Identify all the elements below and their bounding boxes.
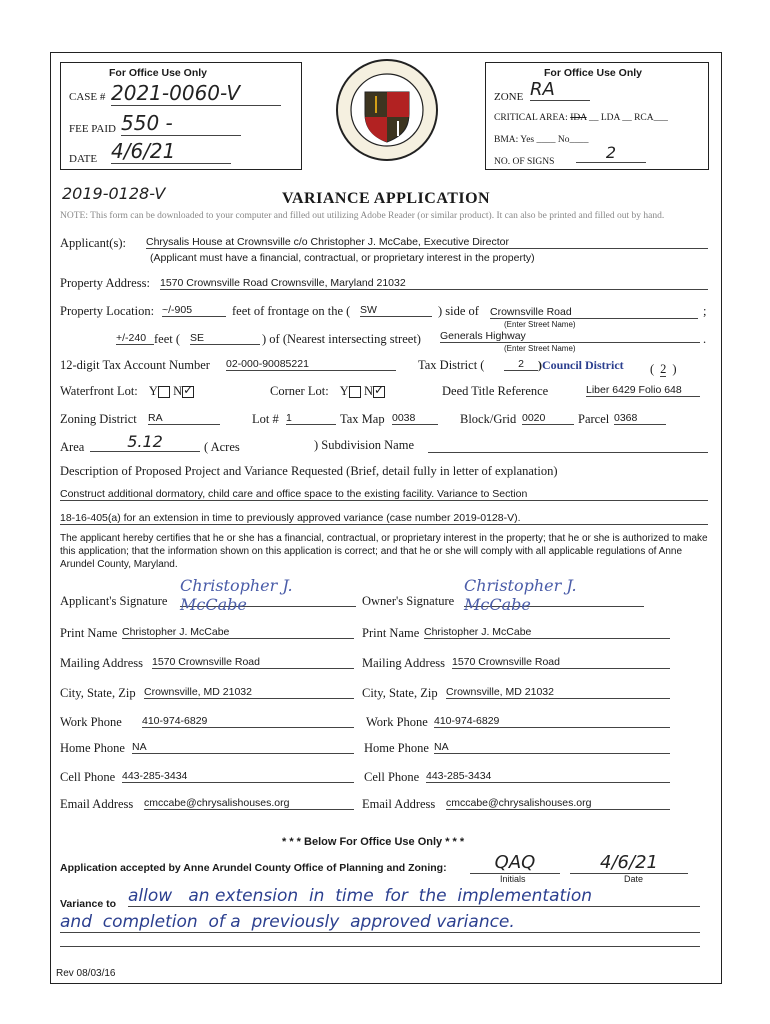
critical-opt-ida: IDA [570, 113, 587, 123]
owner-work-label: Work Phone [366, 715, 428, 729]
variance-to-line-1[interactable]: allow an extension in time for the implementation [128, 886, 700, 907]
fee-value: 550 - [121, 111, 241, 136]
tax-map-value[interactable]: 0038 [392, 412, 438, 425]
zoning-district-label: Zoning District [60, 412, 137, 426]
owner-print-label: Print Name [362, 626, 420, 640]
tax-account-label: 12-digit Tax Account Number [60, 358, 210, 372]
intersection-direction[interactable]: SE [190, 332, 260, 345]
applicant-work-value[interactable]: 410-974-6829 [142, 715, 354, 728]
variance-to-label: Variance to [60, 898, 117, 910]
waterfront-y-label: Y [148, 384, 158, 398]
certification-text: The applicant hereby certifies that he or she has a financial, contractual, or proprietary interest in the property; that he or she is authorized to make this application; that the information shown on this application is correct; and that he or she will comply with all applicable regulations of Anne Arundel County, Maryland. [60, 533, 708, 570]
date-label-bottom: Date [624, 874, 644, 884]
parcel-label: Parcel [578, 412, 610, 426]
accepted-label: Application accepted by Anne Arundel County Office of Planning and Zoning: [60, 862, 447, 874]
office-box-right [485, 62, 709, 170]
revision-label: Rev 08/03/16 [56, 968, 116, 979]
side-of-text: ) side of [438, 304, 479, 318]
corner-label: Corner Lot: [270, 384, 329, 398]
office-title-right: For Office Use Only [544, 67, 643, 79]
frontage-text: feet of frontage on the ( [232, 304, 351, 318]
owner-city-value[interactable]: Crownsville, MD 21032 [446, 686, 670, 699]
applicant-work-label: Work Phone [60, 715, 122, 729]
feet-text: feet ( [154, 332, 181, 346]
area-value[interactable]: 5.12 [90, 432, 200, 452]
variance-to-line-3[interactable] [60, 944, 700, 947]
owner-cell-label: Cell Phone [364, 770, 420, 784]
subdivision-value[interactable] [428, 438, 708, 453]
corner-y-label: Y [339, 384, 349, 398]
office-box-left [60, 62, 302, 170]
waterfront-label: Waterfront Lot: [60, 384, 138, 398]
owner-cell-value[interactable]: 443-285-3434 [426, 770, 670, 783]
waterfront-yes-checkbox[interactable] [158, 386, 170, 398]
tax-district-value[interactable]: 2 [504, 358, 538, 371]
fee-label: FEE PAID [69, 123, 116, 135]
owner-signature[interactable]: Christopher J. McCabe [464, 576, 644, 607]
tax-map-label: Tax Map [340, 412, 385, 426]
applicant-city-label: City, State, Zip [60, 686, 136, 700]
owner-home-label: Home Phone [364, 741, 429, 755]
variance-to-line-2[interactable]: and completion of a previously approved variance. [60, 912, 700, 933]
zone-label: ZONE [494, 91, 524, 103]
applicant-mail-value[interactable]: 1570 Crownsville Road [152, 656, 354, 669]
block-value[interactable]: 0020 [522, 412, 574, 425]
applicant-label: Applicant(s): [60, 236, 126, 250]
case-label: CASE # [69, 91, 106, 103]
applicant-sub: (Applicant must have a financial, contractual, or proprietary interest in the property) [150, 252, 535, 264]
lot-label: Lot # [252, 412, 279, 426]
initials-label: Initials [500, 874, 526, 884]
zoning-district-value[interactable]: RA [148, 412, 220, 425]
critical-area: CRITICAL AREA: IDA __ LDA __ RCA___ [494, 113, 668, 123]
area-label: Area [60, 440, 85, 454]
tax-account-value[interactable]: 02-000-90085221 [226, 358, 396, 371]
street-name-2[interactable]: Generals Highway [440, 330, 700, 343]
date-label: DATE [69, 153, 98, 165]
applicant-value[interactable]: Chrysalis House at Crownsville c/o Christopher J. McCabe, Executive Director [146, 236, 708, 249]
critical-opt-lda: LDA [600, 113, 620, 123]
subdivision-label: ) Subdivision Name [314, 438, 414, 452]
period: . [703, 332, 707, 346]
critical-opt-rca: RCA [634, 113, 654, 123]
bma-label: BMA: Yes [494, 135, 535, 145]
owner-sig-label: Owner's Signature [362, 594, 455, 608]
street-hint-2: (Enter Street Name) [504, 344, 576, 353]
case-number: 2021-0060-V [111, 81, 281, 106]
corner-yes-checkbox[interactable] [349, 386, 361, 398]
date-value: 4/6/21 [111, 139, 231, 164]
signs-value: 2 [576, 143, 646, 163]
below-office-heading: * * * Below For Office Use Only * * * [282, 836, 465, 848]
applicant-email-value[interactable]: cmccabe@chrysalishouses.org [144, 797, 354, 810]
frontage-feet[interactable]: ~/-905 [162, 304, 226, 317]
description-line-2[interactable]: 18-16-405(a) for an extension in time to previously approved variance (case number 2019-0128-V). [60, 512, 708, 525]
street-name-1[interactable]: Crownsville Road [490, 306, 698, 319]
corner-no-checkbox[interactable] [373, 386, 385, 398]
zone-value: RA [530, 79, 590, 101]
signs-label: NO. OF SIGNS [494, 157, 555, 167]
property-address-label: Property Address: [60, 276, 150, 290]
lot-value[interactable]: 1 [286, 412, 336, 425]
waterfront-row [60, 384, 194, 399]
owner-mail-label: Mailing Address [362, 656, 445, 670]
applicant-signature[interactable]: Christopher J. McCabe [180, 576, 356, 607]
waterfront-no-checkbox[interactable] [182, 386, 194, 398]
frontage-direction[interactable]: SW [360, 304, 432, 317]
owner-print-value[interactable]: Christopher J. McCabe [424, 626, 670, 639]
council-label: Council District [542, 358, 624, 372]
waterfront-n-label: N [173, 384, 183, 398]
tax-district-label: Tax District ( [418, 358, 485, 372]
office-title-left: For Office Use Only [109, 67, 208, 79]
applicant-city-value[interactable]: Crownsville, MD 21032 [144, 686, 354, 699]
owner-email-label: Email Address [362, 797, 436, 811]
semicolon: ; [703, 304, 707, 318]
deed-label: Deed Title Reference [442, 384, 549, 398]
applicant-print-value[interactable]: Christopher J. McCabe [122, 626, 354, 639]
applicant-sig-label: Applicant's Signature [60, 594, 168, 608]
property-address-value[interactable]: 1570 Crownsville Road Crownsville, Maryland 21032 [160, 277, 708, 290]
applicant-email-label: Email Address [60, 797, 134, 811]
form-title: VARIANCE APPLICATION [282, 190, 491, 207]
deed-value[interactable]: Liber 6429 Folio 648 [586, 384, 700, 397]
council-value[interactable]: 2 [660, 362, 667, 376]
description-label: Description of Proposed Project and Variance Requested (Brief, detail fully in letter of explanation) [60, 464, 558, 478]
applicant-cell-label: Cell Phone [60, 770, 116, 784]
initials-value[interactable]: QAQ [470, 852, 560, 874]
form-note: NOTE: This form can be downloaded to your computer and filled out utilizing Adobe Reader (or similar product). It can also be printed and filled out by hand. [60, 211, 665, 221]
council-district-value: ( 2 ) [650, 362, 677, 376]
critical-label: CRITICAL AREA: [494, 113, 568, 123]
owner-mail-value[interactable]: 1570 Crownsville Road [452, 656, 670, 669]
bma-row: BMA: Yes ____ No____ [494, 135, 589, 145]
old-case-number: 2019-0128-V [62, 184, 166, 203]
corner-row [270, 384, 385, 399]
applicant-home-label: Home Phone [60, 741, 125, 755]
owner-home-value[interactable]: NA [434, 741, 670, 754]
owner-email-value[interactable]: cmccabe@chrysalishouses.org [446, 797, 670, 810]
block-label: Block/Grid [460, 412, 517, 426]
area-unit: ( Acres [204, 440, 240, 454]
applicant-mail-label: Mailing Address [60, 656, 143, 670]
owner-city-label: City, State, Zip [362, 686, 438, 700]
applicant-home-value[interactable]: NA [132, 741, 354, 754]
accepted-date-value[interactable]: 4/6/21 [570, 852, 688, 874]
property-location-label: Property Location: [60, 304, 155, 318]
council-district-label: )Council District [538, 358, 624, 372]
applicant-print-label: Print Name [60, 626, 118, 640]
bma-no: No [557, 135, 570, 145]
owner-work-value[interactable]: 410-974-6829 [434, 715, 670, 728]
nearest-street-text: ) of (Nearest intersecting street) [262, 332, 421, 346]
description-line-1[interactable]: Construct additional dormatory, child care and office space to the existing facility. Variance to Section [60, 488, 708, 501]
parcel-value[interactable]: 0368 [614, 412, 666, 425]
corner-n-label: N [363, 384, 373, 398]
intersection-feet[interactable]: +/-240 [116, 332, 154, 345]
street-hint-1: (Enter Street Name) [504, 320, 576, 329]
county-seal [335, 58, 439, 162]
applicant-cell-value[interactable]: 443-285-3434 [122, 770, 354, 783]
